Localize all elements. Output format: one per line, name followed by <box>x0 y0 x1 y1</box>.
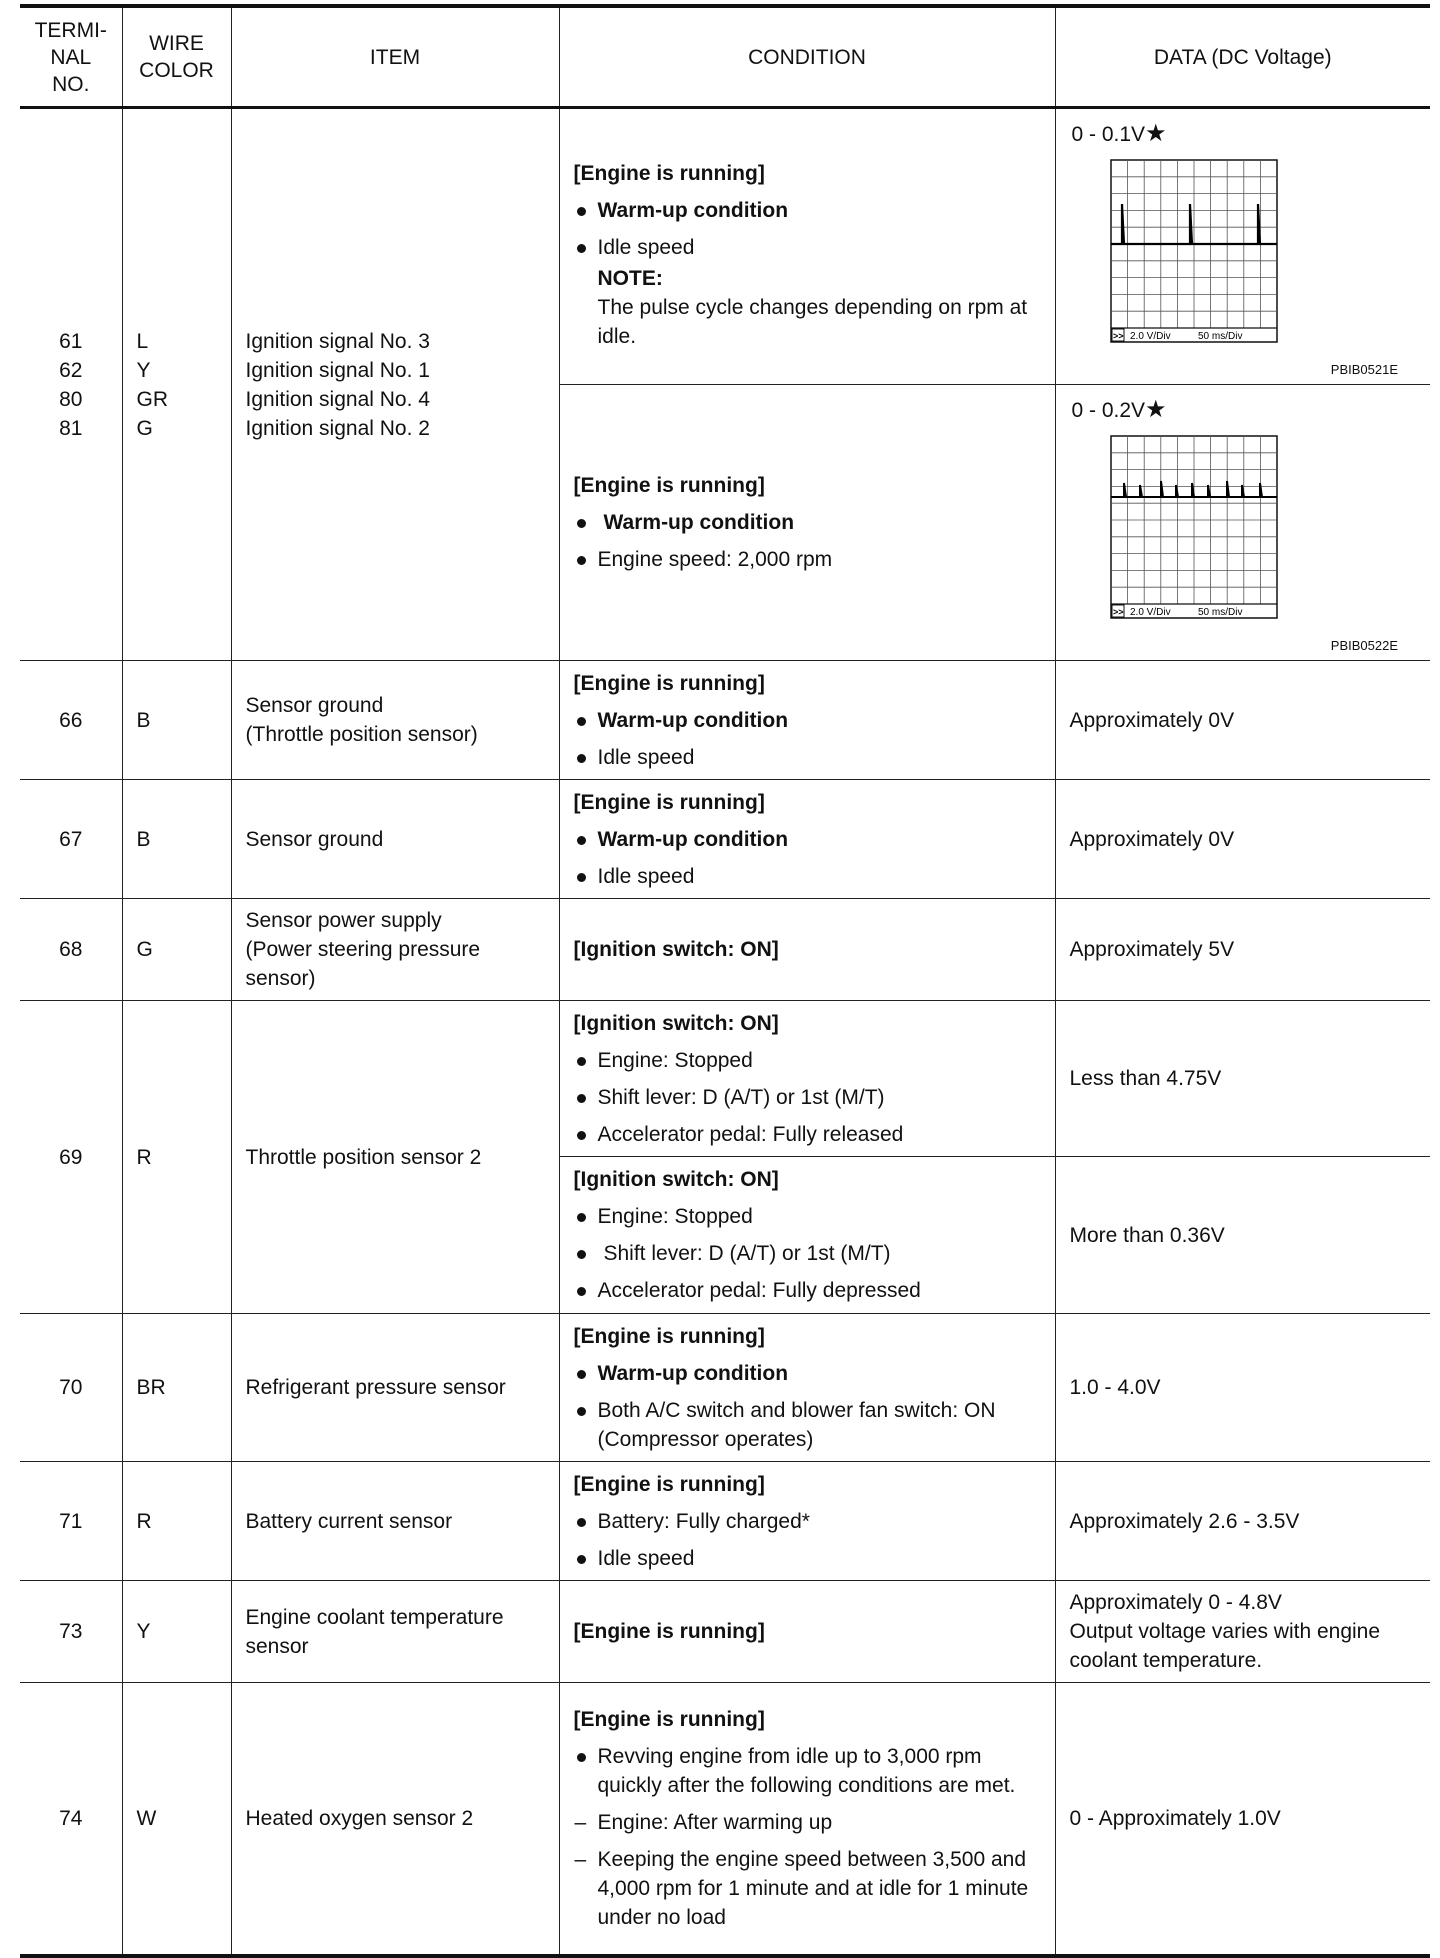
condition-heading: [Ignition switch: ON] <box>573 1011 779 1035</box>
condition-heading: [Engine is running] <box>573 790 765 814</box>
condition-bullet: Accelerator pedal: Fully released <box>574 1120 1041 1149</box>
oscilloscope-waveform-2 <box>1110 435 1280 621</box>
item-label: Sensor ground <box>231 780 559 899</box>
condition-heading: [Engine is running] <box>573 1620 765 1643</box>
condition-heading: [Ignition switch: ON] <box>573 1168 779 1191</box>
data-value: Approximately 0 - 4.8V Output voltage varies with engine coolant temperature. <box>1055 1581 1430 1683</box>
scope-marker: >> <box>1112 607 1124 617</box>
data-value: 0 - Approximately 1.0V <box>1055 1683 1430 1956</box>
condition-bullet: Idle speed <box>574 743 1041 772</box>
condition-bullet: Warm-up condition <box>574 706 1041 735</box>
header-data: DATA (DC Voltage) <box>1055 6 1430 108</box>
condition-dash-item: – Keeping the engine speed between 3,500 and 4,000 rpm for 1 minute and at idle for 1 minute under no load <box>574 1845 1041 1932</box>
data-value: 1.0 - 4.0V <box>1055 1314 1430 1462</box>
terminal-no: 81 <box>59 416 83 440</box>
condition-bullet: Revving engine from idle up to 3,000 rpm quickly after the following conditions are met. <box>574 1742 1041 1800</box>
condition-note <box>574 264 1041 351</box>
table-row <box>20 1001 1430 1157</box>
terminal-no: 69 <box>20 1001 122 1314</box>
scope-tdiv: 50 ms/Div <box>1197 331 1242 342</box>
condition-bullet: Accelerator pedal: Fully depressed <box>574 1276 1041 1305</box>
terminal-no: 66 <box>20 661 122 780</box>
data-value: Less than 4.75V <box>1055 1001 1430 1157</box>
wire-color-cell <box>122 108 231 661</box>
wire-color: R <box>122 1462 231 1581</box>
data-value <box>1072 395 1167 425</box>
data-value-text: 0 - 0.1V <box>1071 123 1146 146</box>
item-label: Sensor power supply (Power steering pressure sensor) <box>231 899 559 1001</box>
condition-bullet: Idle speed <box>574 233 1041 262</box>
item-label: Ignition signal No. 2 <box>245 416 430 440</box>
condition-bullet: Shift lever: D (A/T) or 1st (M/T) <box>574 1083 1041 1112</box>
wire-color: W <box>122 1683 231 1956</box>
terminal-no: 67 <box>20 780 122 899</box>
condition-heading: [Engine is running] <box>573 161 765 185</box>
terminal-no: 73 <box>20 1581 122 1683</box>
table-row <box>20 108 1430 385</box>
data-cell-waveform <box>1055 108 1430 385</box>
wire-color: B <box>122 661 231 780</box>
note-heading: NOTE: <box>597 266 663 290</box>
item-label: Engine coolant temperature sensor <box>231 1581 559 1683</box>
data-value-text: 0 - 0.2V <box>1071 399 1146 422</box>
terminal-no: 61 <box>59 329 83 353</box>
table-row <box>20 1314 1430 1462</box>
terminal-no: 71 <box>20 1462 122 1581</box>
terminal-no: 80 <box>59 387 83 411</box>
condition-heading: [Engine is running] <box>573 1324 765 1348</box>
note-text: The pulse cycle changes depending on rpm at idle. <box>597 295 1028 348</box>
header-condition: CONDITION <box>559 6 1055 108</box>
data-value: Approximately 2.6 - 3.5V <box>1055 1462 1430 1581</box>
condition-cell <box>559 1157 1055 1314</box>
scope-vdiv: 2.0 V/Div <box>1129 331 1171 342</box>
item-label: Refrigerant pressure sensor <box>231 1314 559 1462</box>
wire-color: G <box>136 416 153 440</box>
condition-cell <box>559 1462 1055 1581</box>
condition-bullet: Warm-up condition <box>574 1359 1041 1388</box>
terminal-no: 74 <box>20 1683 122 1956</box>
condition-bullet: Warm-up condition <box>574 196 1041 225</box>
terminal-no: 62 <box>59 358 83 382</box>
condition-bullet: Engine speed: 2,000 rpm <box>574 545 1041 574</box>
wire-color: L <box>136 329 149 353</box>
condition-cell <box>559 1001 1055 1157</box>
condition-cell <box>559 108 1055 385</box>
condition-cell <box>559 1314 1055 1462</box>
condition-bullet: Battery: Fully charged* <box>574 1507 1041 1536</box>
condition-bullet: Engine: Stopped <box>574 1202 1041 1231</box>
terminal-cell <box>20 108 122 661</box>
condition-bullet: Warm-up condition <box>574 825 1041 854</box>
condition-heading: [Engine is running] <box>573 474 765 497</box>
terminal-no: 68 <box>20 899 122 1001</box>
item-label: Ignition signal No. 4 <box>245 387 430 411</box>
condition-cell <box>559 1581 1055 1683</box>
figure-code: PBIB0522E <box>1330 638 1398 653</box>
terminal-no: 70 <box>20 1314 122 1462</box>
condition-heading: [Ignition switch: ON] <box>573 938 779 961</box>
condition-dash-item: – Engine: After warming up <box>574 1808 1041 1837</box>
scope-vdiv: 2.0 V/Div <box>1129 607 1171 618</box>
star-icon: ★ <box>1145 396 1167 423</box>
header-row <box>20 6 1430 108</box>
wire-color: B <box>122 780 231 899</box>
data-value: More than 0.36V <box>1055 1157 1430 1314</box>
condition-bullet: Shift lever: D (A/T) or 1st (M/T) <box>574 1239 1041 1268</box>
condition-bullet: Idle speed <box>574 1544 1041 1573</box>
data-value: Approximately 0V <box>1055 780 1430 899</box>
ecm-terminal-table <box>20 4 1430 1958</box>
item-label: Battery current sensor <box>231 1462 559 1581</box>
item-label: Throttle position sensor 2 <box>231 1001 559 1314</box>
item-label: Sensor ground (Throttle position sensor) <box>231 661 559 780</box>
condition-heading: [Engine is running] <box>573 671 765 695</box>
header-wire-color: WIRE COLOR <box>122 6 231 108</box>
condition-cell <box>559 1683 1055 1956</box>
data-value: Approximately 0V <box>1055 661 1430 780</box>
wire-color: Y <box>122 1581 231 1683</box>
star-icon: ★ <box>1145 120 1167 147</box>
data-value <box>1072 119 1167 149</box>
item-cell <box>231 108 559 661</box>
header-item: ITEM <box>231 6 559 108</box>
table-row <box>20 1581 1430 1683</box>
condition-bullet: Both A/C switch and blower fan switch: ON (Compressor operates) <box>574 1396 1041 1454</box>
condition-heading: [Engine is running] <box>573 1472 765 1496</box>
item-label: Heated oxygen sensor 2 <box>231 1683 559 1956</box>
figure-code: PBIB0521E <box>1330 362 1398 377</box>
condition-bullet: Engine: Stopped <box>574 1046 1041 1075</box>
wire-color: R <box>122 1001 231 1314</box>
table-row <box>20 780 1430 899</box>
condition-bullet: Idle speed <box>574 862 1041 891</box>
table-row <box>20 661 1430 780</box>
condition-cell <box>559 899 1055 1001</box>
table-row <box>20 1462 1430 1581</box>
scope-tdiv: 50 ms/Div <box>1197 607 1242 618</box>
condition-cell <box>559 385 1055 661</box>
wire-color: BR <box>122 1314 231 1462</box>
condition-bullet: Warm-up condition <box>574 508 1041 537</box>
wire-color: GR <box>136 387 168 411</box>
condition-heading: [Engine is running] <box>573 1707 765 1731</box>
scope-marker: >> <box>1112 331 1124 341</box>
condition-cell <box>559 780 1055 899</box>
wire-color: G <box>122 899 231 1001</box>
data-value: Approximately 5V <box>1055 899 1430 1001</box>
item-label: Ignition signal No. 3 <box>245 329 430 353</box>
header-terminal: TERMI- NAL NO. <box>20 6 122 108</box>
wire-color: Y <box>136 358 151 382</box>
table-row <box>20 899 1430 1001</box>
condition-cell <box>559 661 1055 780</box>
item-label: Ignition signal No. 1 <box>245 358 430 382</box>
table-row <box>20 1683 1430 1956</box>
oscilloscope-waveform-1 <box>1110 159 1280 345</box>
data-cell-waveform <box>1055 385 1430 661</box>
